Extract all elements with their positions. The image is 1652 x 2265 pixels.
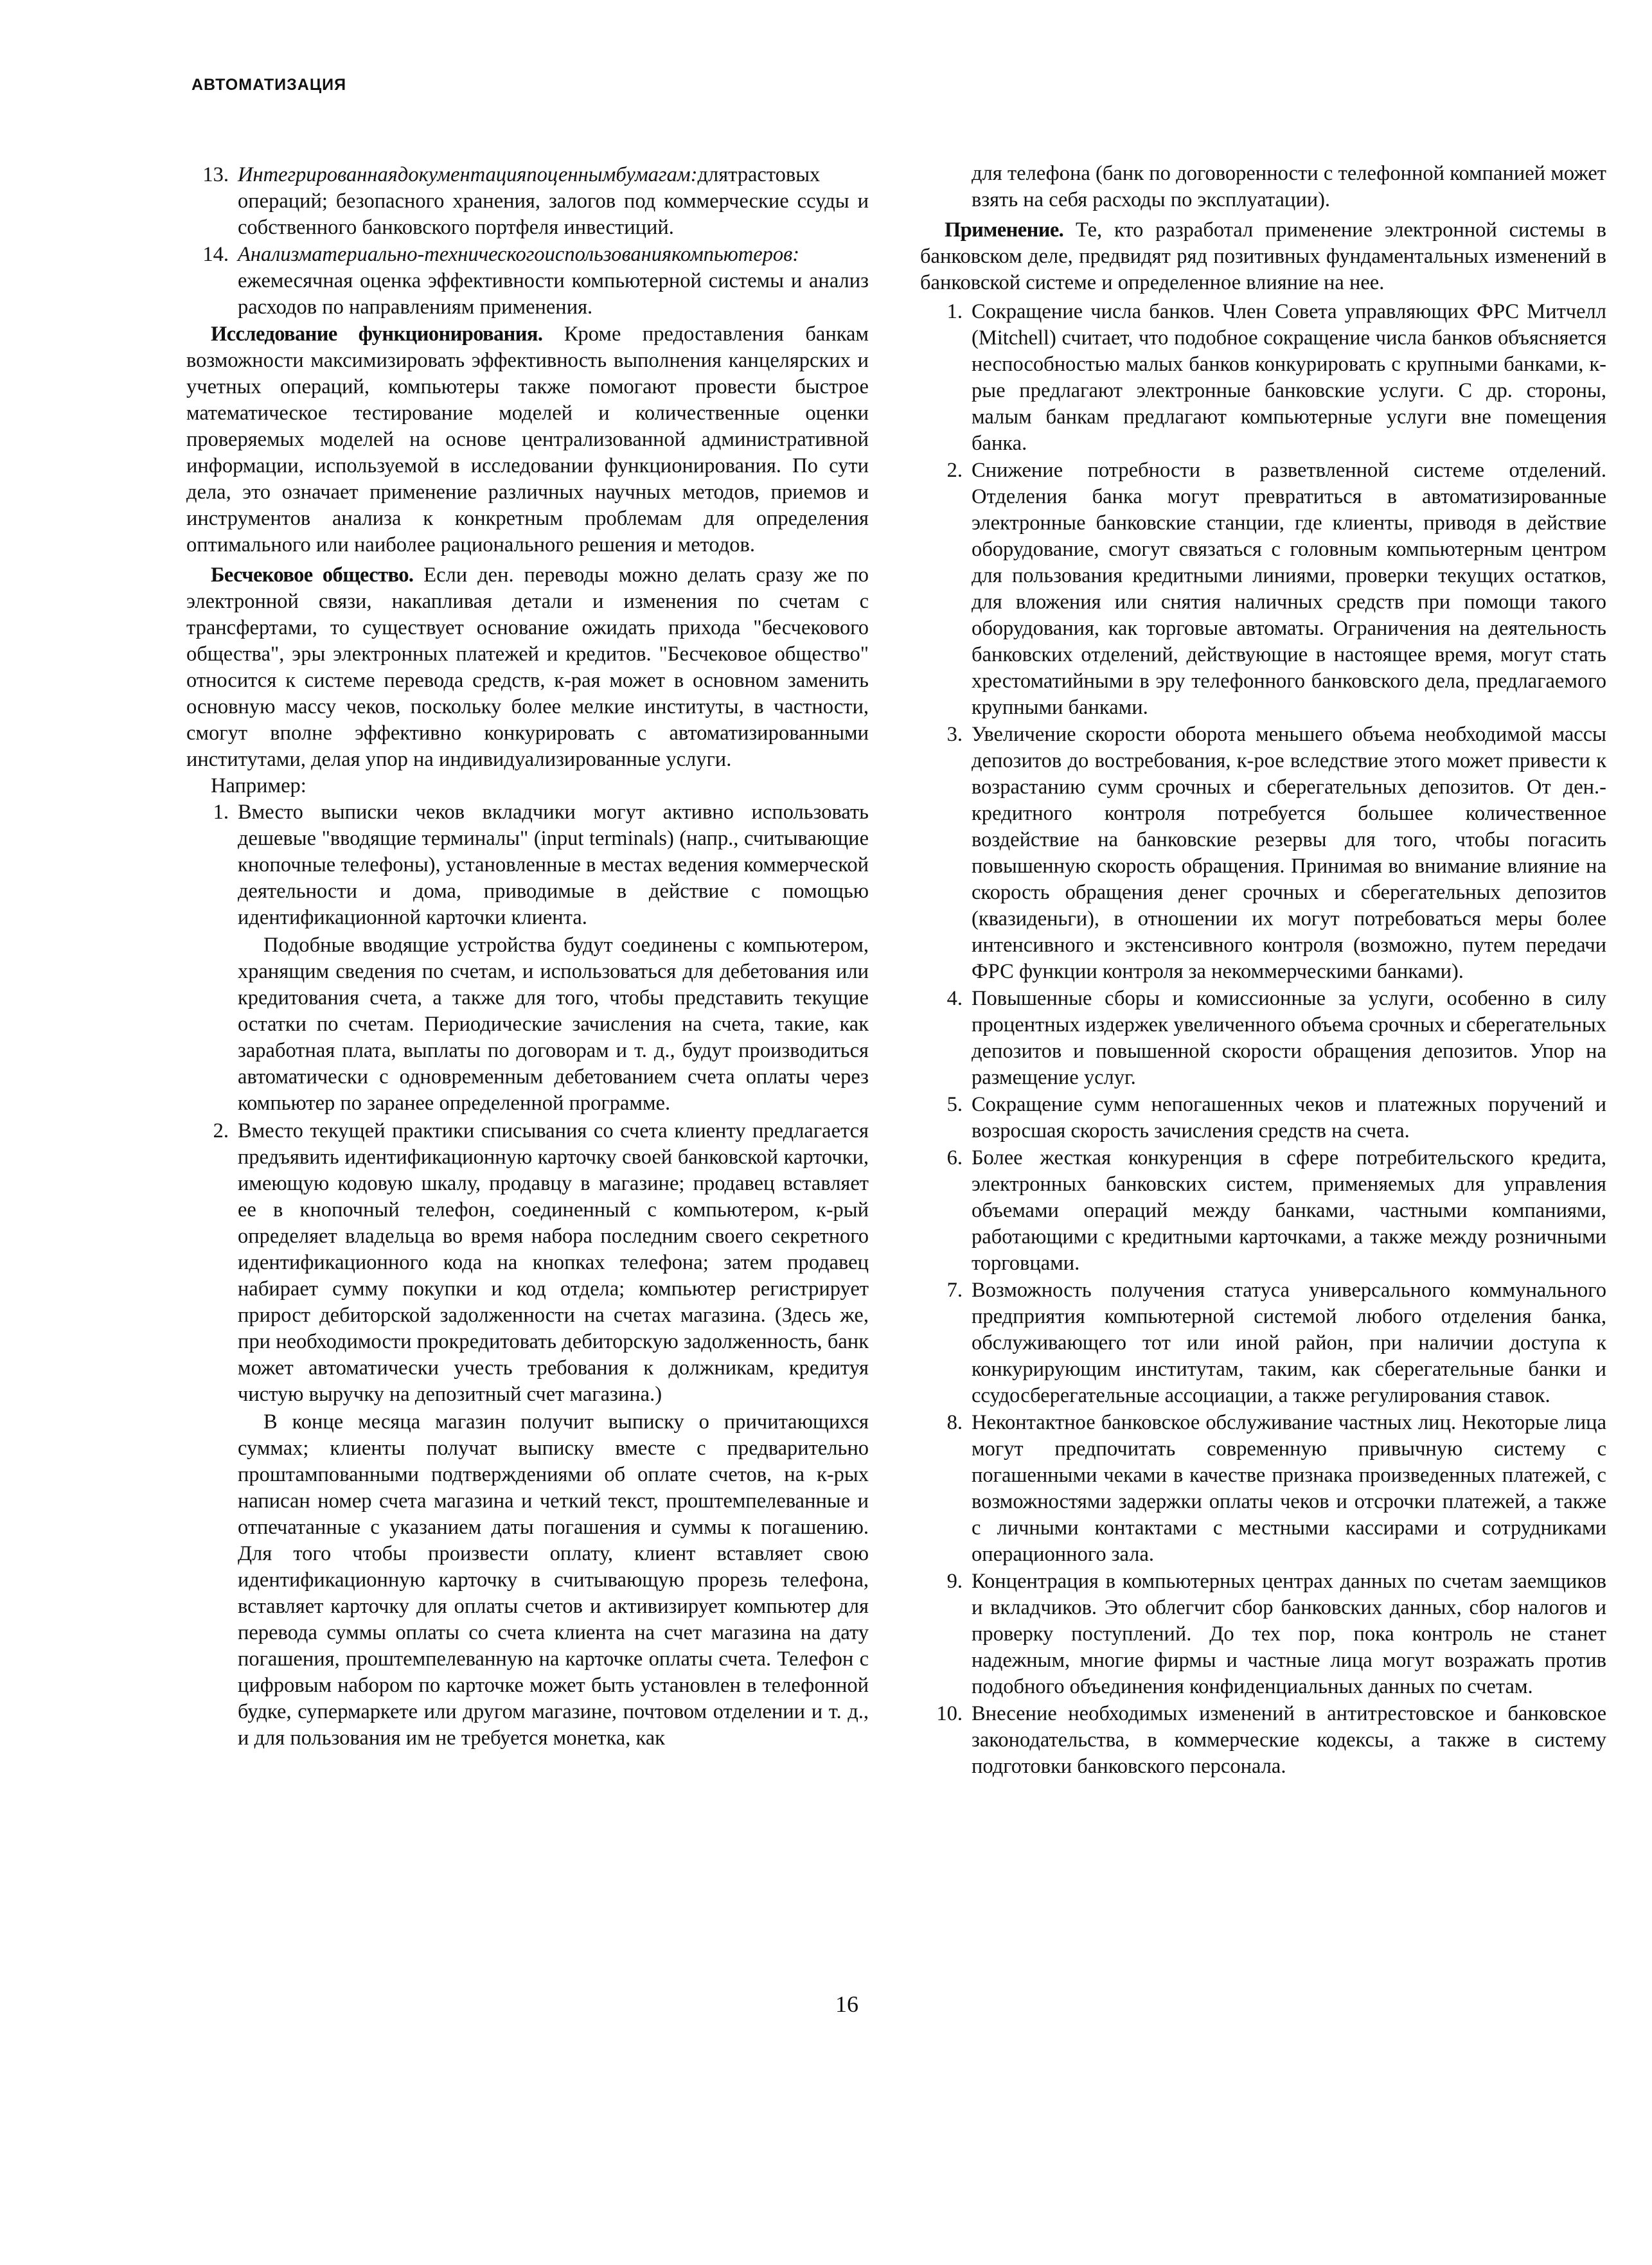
list-text: Сокращение числа банков. Член Совета управляющих ФРС Митчелл (Mitchell) считает, что подобное сокращение числа банков объясняется неспособностью малых банков конкурировать с крупными банками, к-рые предлагают электронные банковские услуги. С др. стороны, малым банкам предлагают компьютерные услуги вне помещения банка. [972, 300, 1606, 455]
list-number: 2. [946, 459, 963, 482]
list-text [238, 242, 869, 321]
effect-item [920, 1145, 1606, 1277]
example-1-continuation: Подобные вводящие устройства будут соединены с компьютером, хранящим сведения по счетам, и использоваться для дебетования или кредитования счета, а также для того, чтобы представить текущие остатки по счетам. Периодические зачисления на счета, такие, как заработная плата, выплаты по договорам и т. д., будут производиться автоматически с одновременным дебетованием счета оплаты через компьютер по заранее определенной программе. [238, 934, 869, 1115]
page-number: 16 [835, 1991, 858, 2017]
running-header: АВТОМАТИЗАЦИЯ [191, 76, 347, 94]
research-paragraph [186, 321, 869, 558]
item-body: длятрастовых операций; безопасного хранения, залогов под коммерческие ссуды и собственного банковского портфеля инвестиций. [238, 163, 869, 239]
application-paragraph [920, 217, 1606, 296]
effect-item [920, 457, 1606, 721]
for-example-label: Например: [211, 774, 306, 797]
example-item-2 [186, 1118, 869, 1408]
list-text: Внесение необходимых изменений в антитрестовское и банковское законодательства, в коммерческие кодексы, а также в систему подготовки банковского персонала. [972, 1702, 1606, 1778]
effect-item [920, 722, 1606, 985]
list-number: 9. [946, 1570, 963, 1593]
list-item-14 [186, 242, 869, 321]
left-column [186, 162, 869, 1753]
item-body: ежемесячная оценка эффективности компьютерной системы и анализ расходов по направлениям применения. [238, 269, 869, 319]
list-number: 1. [946, 300, 963, 323]
list-text: Сокращение сумм непогашенных чеков и платежных поручений и возросшая скорость зачисления средств на счета. [972, 1093, 1606, 1142]
checkless-paragraph [186, 562, 869, 773]
list-number: 7. [946, 1279, 963, 1302]
list-text: Вместо текущей практики списывания со счета клиенту предлагается предъявить идентификационную карточку своей банковской карточки, имеющую кодовую шкалу, продавцу в магазине; продавец вставляет ее в кнопочный телефон, соединенный с компьютером, к-рый определяет владельца во время набора последним своего секретного идентификационного кода на кнопках телефона; затем продавец набирает сумму покупки и код отдела; компьютер регистрирует прирост дебиторской задолженности на счетах магазина. (Здесь же, при необходимости прокредитовать дебиторскую задолженность, банк может автоматически учесть требования к должникам, кредитуя чистую выручку на депозитный счет магазина.) [238, 1119, 869, 1406]
effect-item [920, 299, 1606, 457]
list-text: Увеличение скорости оборота меньшего объема необходимой массы депозитов до востребования, к-рое вследствие этого может привести к возрастанию сумм срочных и сберегательных депозитов. От ден.-кредитного контроля потребуется большее количественное воздействие на банковские резервы для того, чтобы погасить повышенную скорость обращения. Принимая во внимание влияние на скорость обращения денег срочных и сберегательных депозитов (квазиденьги), в отношении их могут потребоваться меры более интенсивного и экстенсивного контроля (возможно, путем передачи ФРС функции контроля за некоммерческими банками). [972, 723, 1606, 983]
section-heading: Исследование функционирования. [211, 323, 543, 346]
paragraph-body: Кроме предоставления банкам возможности максимизировать эффективность выполнения канцелярских и учетных операций, компьютеры также помогают провести быстрое математическое тестирование моделей и количественные оценки проверяемых моделей на основе централизованной административной информации, используемой в исследовании функционирования. По сути дела, это означает применение различных научных методов, приемов и инструментов анализа к конкретным проблемам для определения оптимального или наиболее рационального решения и методов. [186, 323, 869, 556]
list-text: Неконтактное банковское обслуживание частных лиц. Некоторые лица могут предпочитать современную привычную систему с погашенными чеками в качестве признака произведенных платежей, с возможностями задержки оплаты чеков и отсрочки платежей, а также с личными контактами с местными кассирами и сотрудниками операционного зала. [972, 1411, 1606, 1566]
section-heading: Применение. [945, 218, 1064, 242]
list-number: 5. [946, 1093, 963, 1116]
list-number: 13. [202, 163, 229, 186]
item-title: Интегрированнаядокументацияпоценнымбумагам: [238, 163, 698, 186]
list-number: 10. [936, 1702, 963, 1725]
list-text: Более жесткая конкуренция в сфере потребительского кредита, электронных банковских систем, применяемых для управления объемами операций между банками, частными компаниями, работающими с кредитными карточками, а также между розничными торговцами. [972, 1146, 1606, 1275]
list-number: 8. [946, 1411, 963, 1434]
effect-item [920, 1410, 1606, 1568]
effect-item [920, 1568, 1606, 1700]
list-text: Концентрация в компьютерных центрах данных по счетам заемщиков и вкладчиков. Это облегчит сбор банковских данных, сбор налогов и проверку поступлений. До тех пор, пока контроль не станет надежным, многие фирмы и частные лица могут возражать против подобного объединения конфиденциальных данных по счетам. [972, 1570, 1606, 1698]
example-item-1 [186, 799, 869, 931]
item-title: Анализматериально-техническогоиспользованиякомпьютеров: [238, 243, 800, 266]
paragraph-body: Если ден. переводы можно делать сразу же по электронной связи, накапливая детали и изменения по счетам с трансфертами, то существует основание ожидать прихода "бесчекового общества", эры электронных платежей и кредитов. "Бесчековое общество" относится к системе перевода средств, к-рая может в основном заменить основную массу чеков, поскольку более мелкие институты, в частности, смогут вполне эффективно конкурировать с автоматизированными институтами, делая упор на индивидуализированные услуги. [186, 564, 869, 771]
right-column [920, 161, 1606, 1781]
list-number: 2. [213, 1119, 229, 1142]
effect-item [920, 1092, 1606, 1144]
effects-list [920, 299, 1606, 1780]
list-number: 4. [946, 987, 963, 1010]
continued-text: для телефона (банк по договоренности с телефонной компанией может взять на себя расходы по эксплуатации). [972, 162, 1606, 211]
list-number: 6. [946, 1146, 963, 1169]
list-text: Снижение потребности в разветвленной системе отделений. Отделения банка могут превратиться в автоматизированные электронные банковские станции, где клиенты, приводя в действие оборудование, смогут связаться с головным компьютерным центром для пользования кредитными линиями, проверки текущих остатков, для вложения или снятия наличных средств при помощи такого оборудования, как торговые автоматы. Ограничения на деятельность банковских отделений, действующие в настоящее время, могут стать хрестоматийными в эру телефонного банковского дела, предлагаемого крупными банками. [972, 459, 1606, 719]
list-text: Повышенные сборы и комиссионные за услуги, особенно в силу процентных издержек увеличенного объема срочных и сберегательных депозитов и повышенной скорости обращения депозитов. Упор на размещение услуг. [972, 987, 1607, 1089]
list-text: Возможность получения статуса универсального коммунального предприятия компьютерной системой любого отделения банка, обслуживающего тот или иной район, при наличии доступа к конкурирующим институтам, таким, как сберегательные банки и ссудосберегательные ассоциации, а также регулирования ставок. [972, 1279, 1606, 1407]
effect-item [920, 1701, 1606, 1780]
list-text [238, 162, 869, 241]
list-number: 14. [202, 243, 229, 266]
list-text: Вместо выписки чеков вкладчики могут активно использовать дешевые "вводящие терминалы" (input terminals) (напр., считывающие кнопочные телефоны), установленные в местах ведения коммерческой деятельности и дома, приводимые в действие с помощью идентификационной карточки клиента. [238, 801, 869, 929]
list-number: 3. [946, 723, 963, 746]
list-number: 1. [213, 801, 229, 824]
paragraph-body: Те, кто разработал применение электронной системы в банковском деле, предвидят ряд позитивных фундаментальных изменений в банковской системе и определенное влияние на нее. [920, 218, 1606, 294]
effect-item [920, 1277, 1606, 1409]
example-2-continuation: В конце месяца магазин получит выписку о причитающихся суммах; клиенты получат выписку вместе с предварительно проштампованными подтверждениями об оплате счетов, на к-рых написан номер счета магазина и четкий текст, проштемпелеванные и отпечатанные с указанием даты погашения и суммы к погашению. Для того чтобы произвести оплату, клиент вставляет свою идентификационную карточку в считывающую прорезь телефона, вставляет карточку для оплаты счетов и активизирует компьютер для перевода суммы оплаты со счета клиента на счет магазина на дату погашения, проштемпелеванную на карточке оплаты счета. Телефон с цифровым набором по карточке может быть установлен в телефонной будке, супермаркете или другом магазине, почтовом отделении и т. д., и для пользования им не требуется монетка, как [238, 1410, 869, 1750]
section-heading: Бесчековое общество. [211, 564, 414, 587]
effect-item [920, 986, 1606, 1091]
list-item-13 [186, 162, 869, 241]
